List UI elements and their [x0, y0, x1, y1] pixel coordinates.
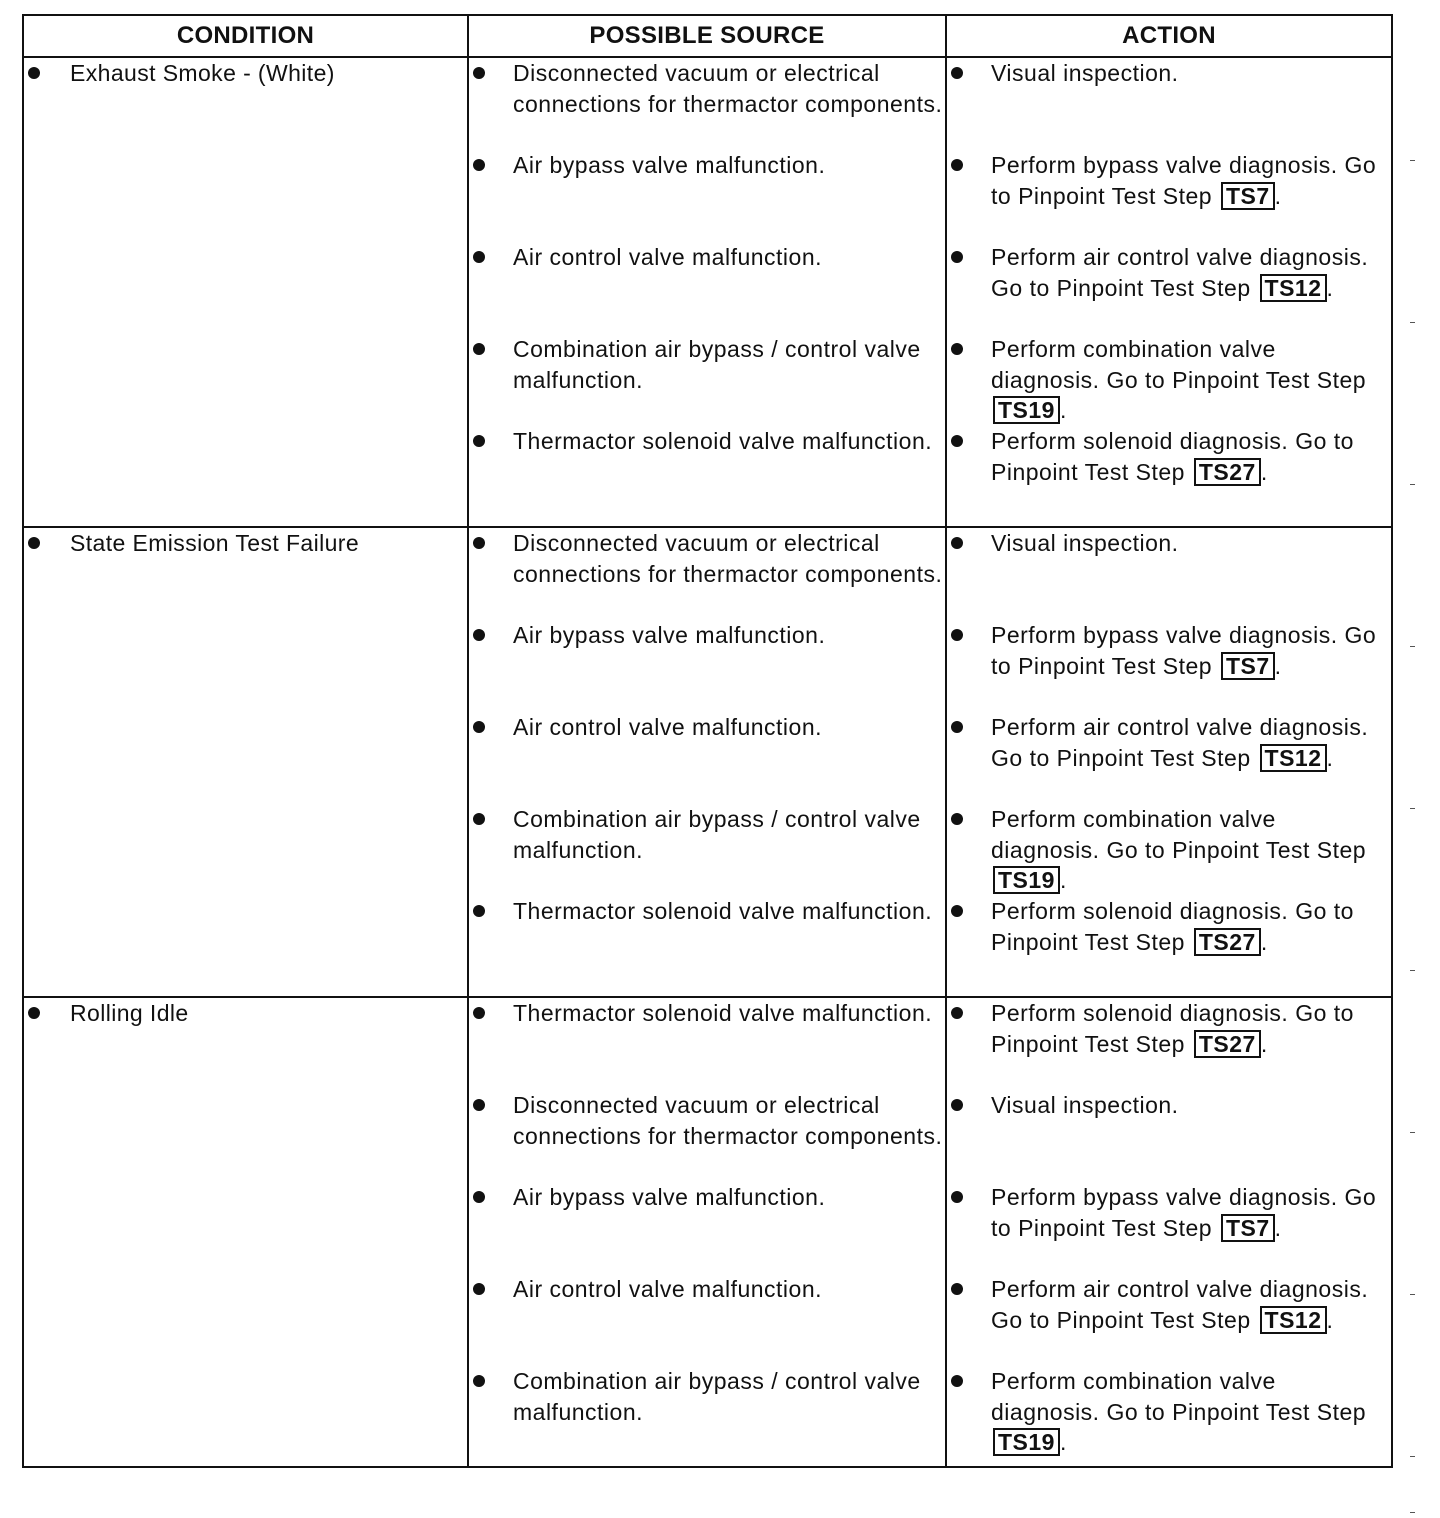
source-text: Combination air bypass / control valve malfunction. [513, 806, 921, 863]
pinpoint-step-ts7: TS7 [1221, 652, 1275, 680]
list-item [947, 58, 1391, 150]
bullet-icon [947, 1274, 991, 1304]
bullet-icon [469, 1366, 513, 1396]
action-text: Perform bypass valve diagnosis. Go to Pinpoint Test Step TS7 . [991, 1184, 1377, 1241]
bullet-icon [469, 1182, 513, 1212]
action-text: Visual inspection. [991, 1092, 1179, 1118]
list-item [947, 426, 1391, 487]
bullet-icon [469, 998, 513, 1028]
bullet-icon [469, 1274, 513, 1304]
pinpoint-step-ts27: TS27 [1194, 928, 1261, 956]
bullet-icon [469, 1090, 513, 1120]
source-text: Disconnected vacuum or electrical connections for thermactor components. [513, 530, 943, 587]
bullet-icon [469, 896, 513, 926]
list-item [947, 896, 1391, 957]
list-item [947, 620, 1391, 712]
margin-tick-marks [1410, 0, 1420, 1518]
bullet-icon [947, 896, 991, 926]
list-item [469, 998, 945, 1090]
table-row [23, 57, 1392, 527]
list-item [947, 1182, 1391, 1274]
list-item [469, 426, 945, 457]
header-row [23, 15, 1392, 57]
bullet-icon [469, 58, 513, 88]
list-item [469, 1366, 945, 1427]
source-cell [468, 57, 946, 527]
list-item [947, 804, 1391, 896]
pinpoint-step-ts19: TS19 [993, 866, 1060, 894]
action-cell [946, 997, 1392, 1467]
list-item [947, 1090, 1391, 1182]
condition-item [24, 998, 467, 1028]
bullet-icon [947, 242, 991, 272]
list-item [469, 528, 945, 620]
condition-item [24, 58, 467, 88]
action-text: Visual inspection. [991, 60, 1179, 86]
condition-item [24, 528, 467, 558]
pinpoint-step-ts12: TS12 [1260, 1306, 1327, 1334]
bullet-icon [947, 712, 991, 742]
condition-cell [23, 57, 468, 527]
list-item [469, 1274, 945, 1366]
bullet-icon [469, 712, 513, 742]
list-item [469, 150, 945, 242]
list-item [469, 1182, 945, 1274]
bullet-icon [947, 528, 991, 558]
pinpoint-step-ts27: TS27 [1194, 1030, 1261, 1058]
pinpoint-step-ts12: TS12 [1260, 744, 1327, 772]
bullet-icon [947, 150, 991, 180]
bullet-icon [469, 426, 513, 456]
bullet-icon [947, 804, 991, 834]
bullet-icon [947, 58, 991, 88]
bullet-icon [469, 528, 513, 558]
source-text: Disconnected vacuum or electrical connections for thermactor components. [513, 60, 943, 117]
source-text: Thermactor solenoid valve malfunction. [513, 898, 933, 924]
action-text: Perform solenoid diagnosis. Go to Pinpoint Test Step TS27 . [991, 428, 1354, 485]
possible-source-header: POSSIBLE SOURCE [468, 15, 946, 57]
pinpoint-step-ts27: TS27 [1194, 458, 1261, 486]
source-text: Combination air bypass / control valve malfunction. [513, 1368, 921, 1425]
condition-header: CONDITION [23, 15, 468, 57]
source-text: Air bypass valve malfunction. [513, 1184, 826, 1210]
action-text: Perform solenoid diagnosis. Go to Pinpoint Test Step TS27 . [991, 1000, 1354, 1057]
table-row [23, 997, 1392, 1467]
action-text: Visual inspection. [991, 530, 1179, 556]
list-item [469, 1090, 945, 1182]
list-item [947, 1274, 1391, 1366]
list-item [947, 998, 1391, 1090]
list-item [469, 334, 945, 426]
bullet-icon [947, 1366, 991, 1396]
condition-cell [23, 527, 468, 997]
list-item [947, 334, 1391, 426]
bullet-icon [469, 242, 513, 272]
action-text: Perform bypass valve diagnosis. Go to Pinpoint Test Step TS7 . [991, 152, 1377, 209]
source-text: Air bypass valve malfunction. [513, 152, 826, 178]
bullet-icon [469, 150, 513, 180]
list-item [947, 1366, 1391, 1458]
action-cell [946, 527, 1392, 997]
pinpoint-step-ts7: TS7 [1221, 182, 1275, 210]
action-cell [946, 57, 1392, 527]
bullet-icon [947, 620, 991, 650]
action-text: Perform air control valve diagnosis. Go to Pinpoint Test Step TS12 . [991, 1276, 1369, 1333]
source-cell [468, 997, 946, 1467]
list-item [469, 804, 945, 896]
pinpoint-step-ts12: TS12 [1260, 274, 1327, 302]
bullet-icon [469, 620, 513, 650]
bullet-icon [947, 1182, 991, 1212]
bullet-icon [24, 528, 70, 558]
list-item [947, 528, 1391, 620]
source-text: Air bypass valve malfunction. [513, 622, 826, 648]
bullet-icon [947, 1090, 991, 1120]
source-text: Air control valve malfunction. [513, 244, 823, 270]
list-item [469, 896, 945, 927]
pinpoint-step-ts7: TS7 [1221, 1214, 1275, 1242]
source-text: Thermactor solenoid valve malfunction. [513, 428, 933, 454]
list-item [469, 242, 945, 334]
list-item [469, 58, 945, 150]
source-text: Air control valve malfunction. [513, 1276, 823, 1302]
action-text: Perform bypass valve diagnosis. Go to Pinpoint Test Step TS7 . [991, 622, 1377, 679]
action-text: Perform air control valve diagnosis. Go to Pinpoint Test Step TS12 . [991, 714, 1369, 771]
condition-text: Exhaust Smoke - (White) [70, 60, 335, 86]
diagnosis-table [22, 14, 1393, 1468]
pinpoint-step-ts19: TS19 [993, 396, 1060, 424]
action-header: ACTION [946, 15, 1392, 57]
list-item [947, 712, 1391, 804]
action-text: Perform air control valve diagnosis. Go to Pinpoint Test Step TS12 . [991, 244, 1369, 301]
action-text: Perform combination valve diagnosis. Go to Pinpoint Test Step TS19 . [991, 806, 1367, 894]
source-text: Combination air bypass / control valve malfunction. [513, 336, 921, 393]
list-item [947, 150, 1391, 242]
bullet-icon [947, 998, 991, 1028]
source-text: Air control valve malfunction. [513, 714, 823, 740]
source-cell [468, 527, 946, 997]
bullet-icon [24, 58, 70, 88]
table-row [23, 527, 1392, 997]
condition-cell [23, 997, 468, 1467]
action-text: Perform combination valve diagnosis. Go to Pinpoint Test Step TS19 . [991, 1368, 1367, 1456]
bullet-icon [24, 998, 70, 1028]
action-text: Perform combination valve diagnosis. Go to Pinpoint Test Step TS19 . [991, 336, 1367, 424]
bullet-icon [947, 426, 991, 456]
bullet-icon [469, 804, 513, 834]
bullet-icon [947, 334, 991, 364]
condition-text: Rolling Idle [70, 1000, 189, 1026]
pinpoint-step-ts19: TS19 [993, 1428, 1060, 1456]
list-item [947, 242, 1391, 334]
list-item [469, 620, 945, 712]
condition-text: State Emission Test Failure [70, 530, 360, 556]
list-item [469, 712, 945, 804]
source-text: Thermactor solenoid valve malfunction. [513, 1000, 933, 1026]
bullet-icon [469, 334, 513, 364]
action-text: Perform solenoid diagnosis. Go to Pinpoint Test Step TS27 . [991, 898, 1354, 955]
source-text: Disconnected vacuum or electrical connections for thermactor components. [513, 1092, 943, 1149]
